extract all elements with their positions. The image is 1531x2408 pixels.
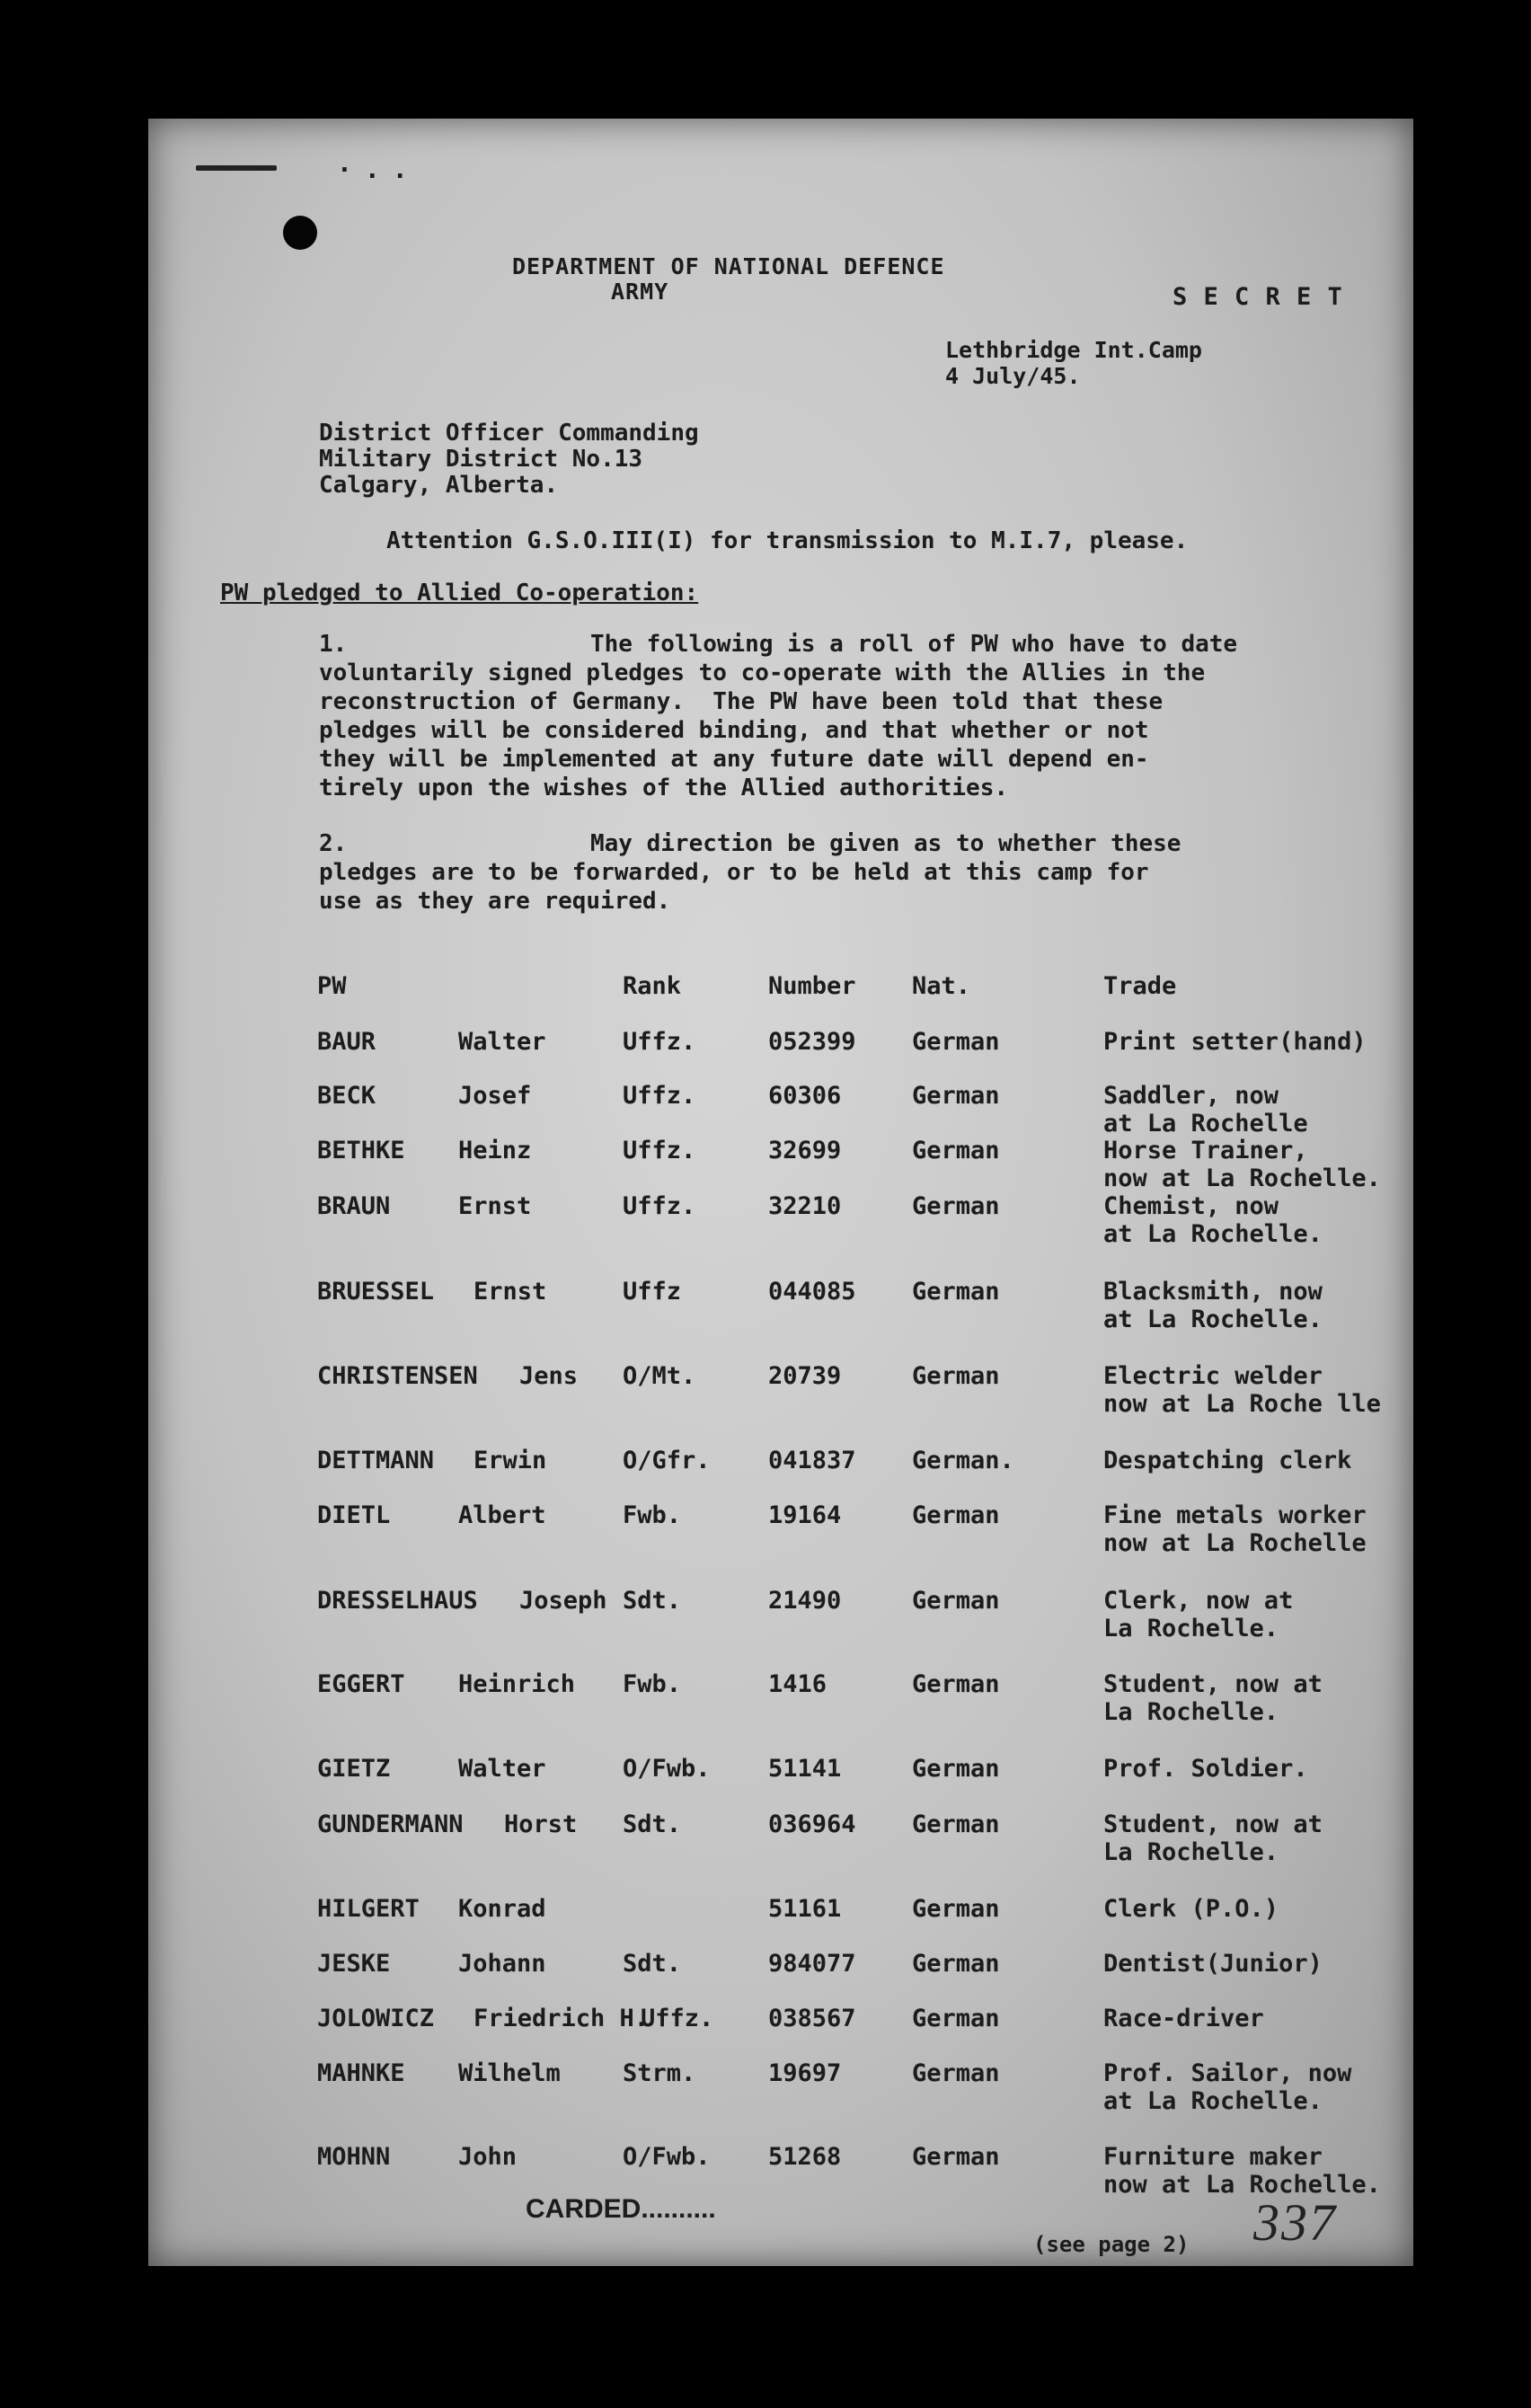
pw-rank: O/Fwb.	[623, 1755, 711, 1783]
pw-rank: Sdt.	[623, 1587, 682, 1615]
pw-rank: Strm.	[623, 2059, 696, 2087]
paragraph-2-first-line: May direction be given as to whether these	[590, 830, 1181, 857]
column-header-nat: Nat.	[912, 972, 971, 1000]
pw-surname: BECK	[317, 1082, 376, 1110]
pw-nationality: German	[912, 1587, 1000, 1615]
pw-surname: BETHKE	[317, 1137, 405, 1164]
pw-surname: BRUESSEL	[317, 1278, 435, 1306]
paragraph-1-first-line: The following is a roll of PW who have to date	[590, 631, 1238, 658]
pw-number: 32699	[768, 1137, 842, 1164]
paragraph-2-line: use as they are required.	[319, 888, 671, 915]
pw-rank: O/Gfr.	[623, 1447, 711, 1474]
pw-trade: Race-driver	[1103, 2005, 1264, 2032]
pw-trade: Electric welder now at La Roche lle	[1103, 1362, 1381, 1418]
paragraph-2-number: 2.	[319, 830, 348, 857]
pw-trade: Student, now at La Rochelle.	[1103, 1810, 1323, 1866]
pw-number: 60306	[768, 1082, 842, 1110]
pw-surname: DRESSELHAUS	[317, 1587, 478, 1615]
pw-number: 32210	[768, 1192, 842, 1220]
pw-trade: Saddler, now at La Rochelle	[1103, 1082, 1308, 1138]
pw-surname: DETTMANN	[317, 1447, 435, 1474]
pw-trade: Print setter(hand)	[1103, 1028, 1367, 1056]
pw-first-name: John	[458, 2143, 518, 2171]
pw-nationality: German	[912, 1028, 1000, 1056]
pw-first-name: Konrad	[458, 1895, 546, 1923]
pw-rank: O/Mt.	[623, 1362, 696, 1390]
pw-first-name: Walter	[458, 1755, 546, 1783]
pw-first-name: Heinrich	[458, 1670, 576, 1698]
punch-hole	[283, 216, 317, 250]
pw-trade: Blacksmith, now at La Rochelle.	[1103, 1278, 1323, 1333]
pw-trade: Clerk, now at La Rochelle.	[1103, 1587, 1294, 1642]
column-header-trade: Trade	[1103, 972, 1177, 1000]
pw-nationality: German	[912, 2005, 1000, 2032]
pw-trade: Despatching clerk	[1103, 1447, 1352, 1474]
pw-number: 20739	[768, 1362, 842, 1390]
pw-nationality: German	[912, 2059, 1000, 2087]
subject-heading: PW pledged to Allied Co-operation:	[220, 580, 699, 606]
handwritten-page-number: 337	[1253, 2193, 1337, 2252]
pw-number: 038567	[768, 2005, 856, 2032]
pw-nationality: German	[912, 1278, 1000, 1306]
document-page	[148, 119, 1413, 2266]
addressee-line-3: Calgary, Alberta.	[319, 472, 559, 499]
pw-number: 044085	[768, 1278, 856, 1306]
column-header-rank: Rank	[623, 972, 682, 1000]
paragraph-1-line: pledges will be considered binding, and that whether or not	[319, 717, 1149, 744]
pw-trade: Dentist(Junior)	[1103, 1950, 1323, 1978]
paragraph-1-line: voluntarily signed pledges to co-operate with the Allies in the	[319, 660, 1206, 686]
pw-trade: Student, now at La Rochelle.	[1103, 1670, 1323, 1726]
pw-number: 51268	[768, 2143, 842, 2171]
pw-rank: Sdt.	[623, 1810, 682, 1838]
pw-nationality: German	[912, 1082, 1000, 1110]
addressee-line-2: Military District No.13	[319, 446, 643, 473]
pw-first-name: Josef	[458, 1082, 532, 1110]
pw-nationality: German	[912, 1950, 1000, 1978]
pw-first-name: Johann	[458, 1950, 546, 1978]
pw-surname: JESKE	[317, 1950, 391, 1978]
column-header-pw: PW	[317, 972, 347, 1000]
pw-nationality: German	[912, 1501, 1000, 1529]
pw-first-name: Joseph	[519, 1587, 607, 1615]
pw-surname: HILGERT	[317, 1895, 420, 1923]
pw-first-name: Horst	[504, 1810, 578, 1838]
pw-first-name: Wilhelm	[458, 2059, 561, 2087]
pw-surname: MAHNKE	[317, 2059, 405, 2087]
pw-rank: Uffz.	[623, 1028, 696, 1056]
pw-surname: EGGERT	[317, 1670, 405, 1698]
column-header-number: Number	[768, 972, 856, 1000]
pw-first-name: Friedrich H.	[473, 2005, 650, 2032]
pw-number: 21490	[768, 1587, 842, 1615]
pw-number: 51161	[768, 1895, 842, 1923]
pw-nationality: German	[912, 1192, 1000, 1220]
pw-nationality: German	[912, 2143, 1000, 2171]
location-line: Lethbridge Int.Camp	[945, 337, 1202, 363]
pw-first-name: Jens	[519, 1362, 579, 1390]
pw-nationality: German	[912, 1362, 1000, 1390]
pw-surname: GUNDERMANN	[317, 1810, 464, 1838]
pw-rank: Sdt.	[623, 1950, 682, 1978]
pw-first-name: Walter	[458, 1028, 546, 1056]
ink-dash-mark	[196, 165, 277, 171]
pw-number: 1416	[768, 1670, 827, 1698]
paragraph-1-line: tirely upon the wishes of the Allied authorities.	[319, 775, 1009, 801]
pw-first-name: Ernst	[473, 1278, 547, 1306]
attention-line: Attention G.S.O.III(I) for transmission to M.I.7, please.	[386, 527, 1189, 554]
pw-nationality: German	[912, 1670, 1000, 1698]
pw-rank: Fwb.	[623, 1670, 682, 1698]
pw-rank: Uffz.	[623, 1192, 696, 1220]
pw-nationality: German.	[912, 1447, 1014, 1474]
department-heading: DEPARTMENT OF NATIONAL DEFENCE	[512, 253, 945, 279]
pw-surname: GIETZ	[317, 1755, 391, 1783]
pw-rank: Uffz.	[623, 1137, 696, 1164]
pw-number: 51141	[768, 1755, 842, 1783]
pw-trade: Furniture maker now at La Rochelle.	[1103, 2143, 1381, 2199]
carded-stamp: CARDED..........	[526, 2194, 716, 2224]
pw-surname: CHRISTENSEN	[317, 1362, 478, 1390]
pw-surname: BAUR	[317, 1028, 376, 1056]
pw-trade: Clerk (P.O.)	[1103, 1895, 1279, 1923]
pw-surname: DIETL	[317, 1501, 391, 1529]
pw-trade: Prof. Sailor, now at La Rochelle.	[1103, 2059, 1352, 2115]
continuation-note: (see page 2)	[1033, 2232, 1190, 2257]
date-line: 4 July/45.	[945, 363, 1081, 389]
paragraph-1-line: reconstruction of Germany. The PW have been told that these	[319, 688, 1164, 715]
pw-first-name: Erwin	[473, 1447, 547, 1474]
ink-dots-mark: ·..	[337, 155, 420, 184]
pw-rank: Uffz.	[623, 1082, 696, 1110]
pw-number: 19164	[768, 1501, 842, 1529]
pw-surname: BRAUN	[317, 1192, 391, 1220]
pw-nationality: German	[912, 1137, 1000, 1164]
pw-rank: Fwb.	[623, 1501, 682, 1529]
pw-nationality: German	[912, 1755, 1000, 1783]
paragraph-1-line: they will be implemented at any future date will depend en-	[319, 746, 1149, 773]
paragraph-1-number: 1.	[319, 631, 348, 658]
branch-heading: ARMY	[611, 279, 669, 305]
pw-trade: Fine metals worker now at La Rochelle	[1103, 1501, 1367, 1557]
pw-surname: MOHNN	[317, 2143, 391, 2171]
classification-label: S E C R E T	[1173, 283, 1343, 311]
pw-surname: JOLOWICZ	[317, 2005, 435, 2032]
pw-rank: O/Fwb.	[623, 2143, 711, 2171]
pw-number: 19697	[768, 2059, 842, 2087]
pw-nationality: German	[912, 1810, 1000, 1838]
pw-first-name: Ernst	[458, 1192, 532, 1220]
pw-trade: Horse Trainer, now at La Rochelle.	[1103, 1137, 1381, 1192]
pw-number: 984077	[768, 1950, 856, 1978]
pw-trade: Chemist, now at La Rochelle.	[1103, 1192, 1323, 1248]
pw-first-name: Albert	[458, 1501, 546, 1529]
pw-first-name: Heinz	[458, 1137, 532, 1164]
pw-number: 036964	[768, 1810, 856, 1838]
addressee-line-1: District Officer Commanding	[319, 420, 699, 447]
pw-number: 041837	[768, 1447, 856, 1474]
pw-trade: Prof. Soldier.	[1103, 1755, 1308, 1783]
pw-rank: Uffz.	[641, 2005, 714, 2032]
pw-rank: Uffz	[623, 1278, 682, 1306]
paragraph-2-line: pledges are to be forwarded, or to be held at this camp for	[319, 859, 1149, 886]
pw-nationality: German	[912, 1895, 1000, 1923]
pw-number: 052399	[768, 1028, 856, 1056]
